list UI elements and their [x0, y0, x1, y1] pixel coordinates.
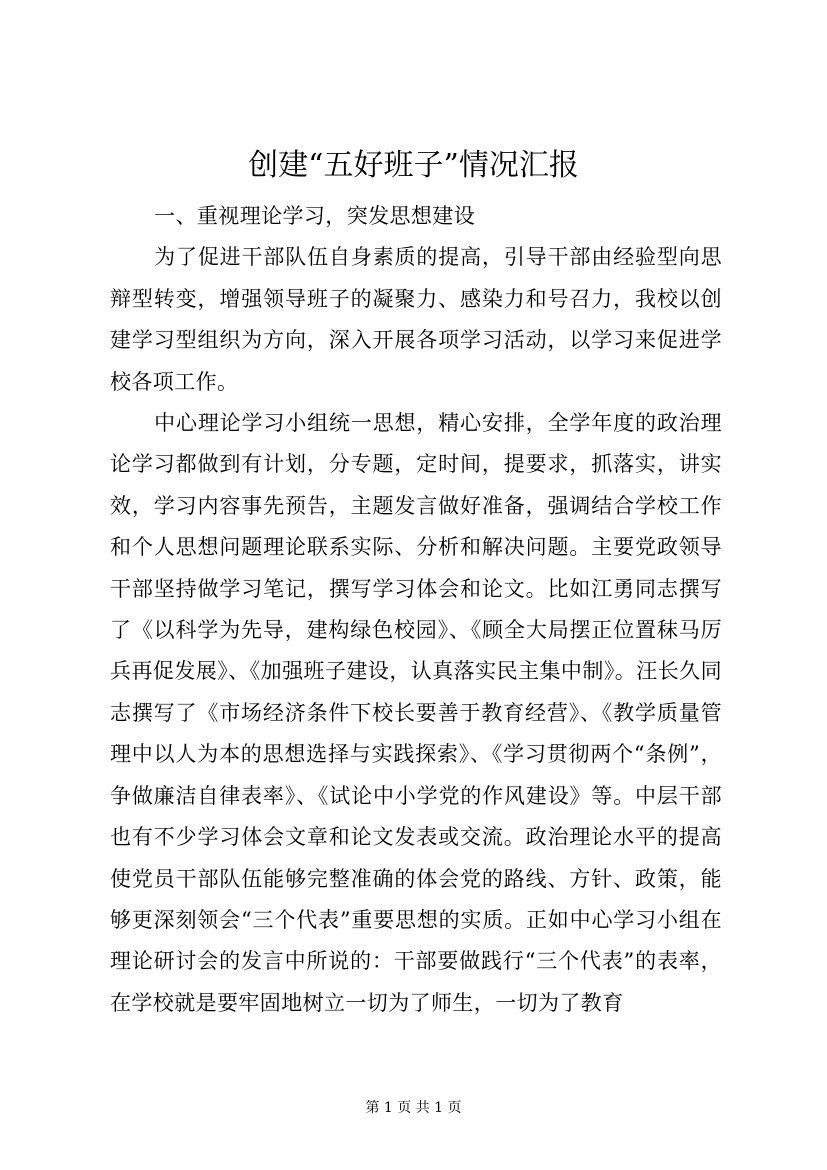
paragraph: 为了促进干部队伍自身素质的提高，引导干部由经验型向思辩型转变，增强领导班子的凝聚力、感染力和号召力，我校以创建学习型组织为方向，深入开展各项学习活动，以学习来促进学校各项工作。 [110, 245, 722, 394]
page-footer: 第 1 页 共 1 页 [365, 1100, 462, 1116]
section-heading: 一、重视理论学习，突发思想建设 [154, 204, 476, 228]
document-body [110, 196, 722, 1024]
paragraph: 中心理论学习小组统一思想，精心安排，全学年度的政治理论学习都做到有计划，分专题，定时间，提要求，抓落实，讲实效，学习内容事先预告，主题发言做好准备，强调结合学校工作和个人思想问题理论联系实际、分析和解决问题。主要党政领导干部坚持做学习笔记，撰写学习体会和论文。比如江勇同志撰写了《以科学为先导，建构绿色校园》、《顾全大局摆正位置秣马厉兵再促发展》、《加强班子建设，认真落实民主集中制》。汪长久同志撰写了《市场经济条件下校长要善于教育经营》、《教学质量管理中以人为本的思想选择与实践探索》、《学习贯彻两个“条例”，争做廉洁自律表率》、《试论中小学党的作风建设》等。中层干部也有不少学习体会文章和论文发表或交流。政治理论水平的提高使党员干部队伍能够完整准确的体会党的路线、方针、政策，能够更深刻领会“三个代表”重要思想的实质。正如中心学习小组在理论研讨会的发言中所说的：干部要做践行“三个代表”的表率，在学校就是要牢固地树立一切为了师生，一切为了教育 [110, 411, 722, 1015]
document-title: 创建“五好班子”情况汇报 [248, 148, 579, 183]
